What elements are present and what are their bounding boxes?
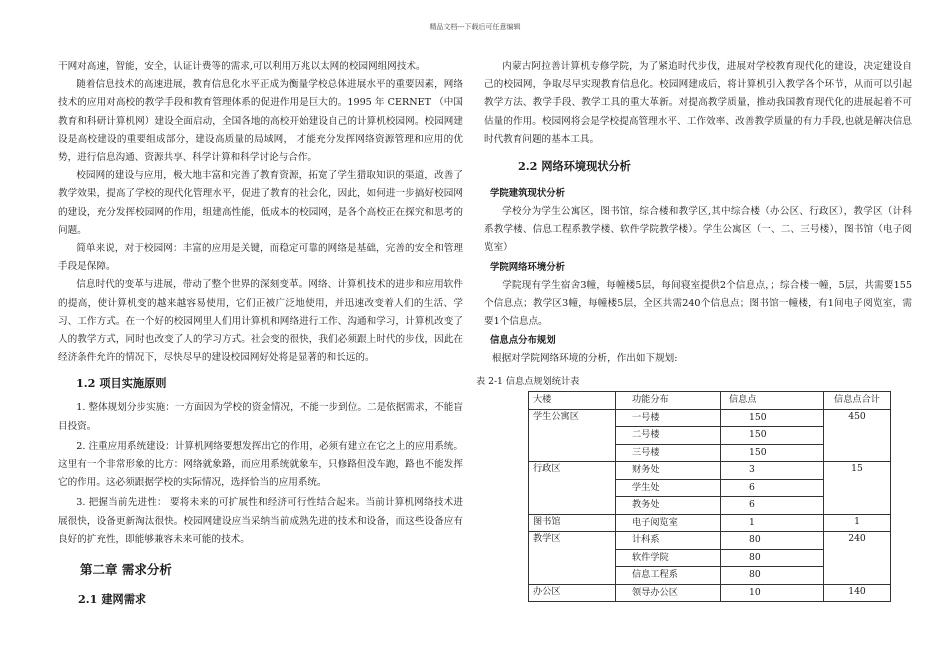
table-block [476, 374, 916, 602]
table-row [529, 462, 891, 480]
info-point-cell: 150 [721, 444, 824, 462]
info-point-cell: 150 [721, 427, 824, 445]
function-cell: 软件学院 [616, 549, 721, 567]
building-cell: 学生公寓区 [529, 409, 616, 462]
total-cell: 15 [824, 462, 891, 515]
principle-item: 2. 注重应用系统建设：计算机网络要想发挥出它的作用，必须有建立在它之上的应用系统。这里有一个非常形象的比方：网络就象路，而应用系统就象车，只修路但没车跑，路也不能发挥它的作用。这必须跟据学校的实际情况，选择恰当的应用系统。 [58, 440, 463, 489]
paragraph: 随着信息技术的高速进展，教育信息化水平正成为衡量学校总体进展水平的重要因素，网络技术的应用对高校的教学手段和教育管理体系的促进作用是巨大的。1995 年 CERNET （中国教育和科研计算机网）建设全面启动，全国各地的高校开始建设自己的计算机校园网。校园网建设是高校建设的重要组成部分，建设高质量的局域网， 才能充分发挥网络资源管理和应用的优势，进行信息沟通、资源共享、科学计算和科学讨论与合作。 [58, 79, 463, 164]
table-row [529, 532, 891, 550]
info-point-cell: 6 [721, 497, 824, 515]
paragraph: 信息时代的变革与进展，带动了整个世界的深刻变革。网络、计算机技术的进步和应用软件的提高，使计算机变的越来越容易使用，它们正被广泛地使用，并迅速改变着人们的生活、学习、工作方式。在一个好的校园网里人们用计算机和网络进行工作、沟通和学习，计算机改变了人的教学方式，同时也改变了人的学习方式。社会变的很快，我们必须跟上时代的步伐，因此在经济条件允许的情况下，尽快尽早的建设校园网好处将是显著的和长远的。 [58, 279, 463, 364]
paragraph: 校园网的建设与应用，极大地丰富和完善了教育资源，拓宽了学生猎取知识的渠道，改善了教学效果，提高了学校的现代化管理水平，促进了教育的社会化，因此，如何进一步搞好校园网的建设，充分发挥校园网的作用，组建高性能，低成本的校园网，是各个高校正在探究和思考的问题。 [58, 170, 463, 236]
principle-item: 3. 把握当前先进性： 要将未来的可扩展性和经济可行性结合起来。当前计算机网络技术进展很快，设备更新淘汰很快。校园网建设应当采纳当前成熟先进的技术和设备，而这些设备应有良好的扩充性，即能够兼容未来可能的技术。 [58, 497, 463, 545]
right-column [484, 58, 912, 368]
function-cell: 信息工程系 [616, 567, 721, 585]
total-cell: 450 [824, 409, 891, 462]
paragraph: 干网对高速，智能，安全，认证计费等的需求,可以利用万兆以太网的校园网组网技术。 [58, 61, 426, 72]
table-header-cell: 信息点合计 [824, 392, 891, 410]
total-cell: 1 [824, 514, 891, 532]
function-cell: 一号楼 [616, 409, 721, 427]
info-point-cell: 80 [721, 549, 824, 567]
info-point-cell: 80 [721, 567, 824, 585]
building-cell: 办公区 [529, 584, 616, 602]
function-cell: 二号楼 [616, 427, 721, 445]
page-header: 精品文档---下载后可任意编辑 [429, 23, 521, 31]
table-row [529, 584, 891, 602]
function-cell: 财务处 [616, 462, 721, 480]
info-point-cell: 10 [721, 584, 824, 602]
table-header-cell: 大楼 [529, 392, 616, 410]
section-heading: 1.2 项目实施原则 [76, 376, 167, 391]
building-cell: 教学区 [529, 532, 616, 585]
principle-item: 1. 整体规划分步实施：一方面因为学校的资金情况，不能一步到位。二是依据需求，不能盲目投资。 [58, 402, 463, 432]
paragraph: 根据对学院网络环境的分析，作出如下规划: [492, 353, 678, 365]
total-cell: 240 [824, 532, 891, 585]
table-caption: 表 2-1 信息点规划统计表 [476, 376, 580, 387]
function-cell: 领导办公区 [616, 584, 721, 602]
subsection-heading: 学院建筑现状分析 [490, 188, 566, 200]
left-column [58, 58, 463, 609]
info-point-cell: 150 [721, 409, 824, 427]
info-point-cell: 1 [721, 514, 824, 532]
function-cell: 电子阅览室 [616, 514, 721, 532]
paragraph: 简单来说，对于校园网：丰富的应用是关键，而稳定可靠的网络是基础，完善的安全和管理手段是保障。 [58, 243, 463, 273]
paragraph: 学院现有学生宿舍3幢，每幢楼5层，每间寝室提供2个信息点，；综合楼一幢，5层，共需要155个信息点；教学区3幢，每幢楼5层，全区共需240个信息点；图书馆一幢楼，有1间电子阅览室，需要1个信息点。 [484, 279, 912, 328]
building-cell: 图书馆 [529, 514, 616, 532]
table-row [529, 409, 891, 427]
info-point-cell: 3 [721, 462, 824, 480]
paragraph: 学校分为学生公寓区，图书馆，综合楼和教学区,其中综合楼（办公区、行政区），教学区（计科系教学楼、信息工程系教学楼、软件学院教学楼）。学生公寓区（一、二、三号楼），图书馆（电子阅览室） [484, 206, 912, 254]
info-point-cell: 6 [721, 479, 824, 497]
section-heading: 2.1 建网需求 [78, 592, 147, 607]
info-point-cell: 80 [721, 532, 824, 550]
function-cell: 教务处 [616, 497, 721, 515]
subsection-heading: 学院网络环境分析 [490, 261, 566, 273]
table-row [529, 514, 891, 532]
section-heading: 2.2 网络环境现状分析 [518, 159, 631, 174]
building-cell: 行政区 [529, 462, 616, 515]
table-header-cell: 功能分布 [616, 392, 721, 410]
table-header-row [529, 392, 891, 410]
total-cell: 140 [824, 584, 891, 602]
function-cell: 三号楼 [616, 444, 721, 462]
chapter-heading: 第二章 需求分析 [80, 562, 172, 578]
function-cell: 计科系 [616, 532, 721, 550]
table-header-cell: 信息点 [721, 392, 824, 410]
subsection-heading: 信息点分布规划 [490, 335, 556, 347]
function-cell: 学生处 [616, 479, 721, 497]
paragraph: 内蒙古阿拉善计算机专修学院，为了紧追时代步伐，进展对学校教育现代化的建设，决定建设自己的校园网，争取尽早实现教育信息化。校园网建成后，将计算机引入教学各个环节，从而可以引起教学方法、教学手段、教学工具的重大革新。对提高教学质量，推动我国教育现代化的进展起着不可估量的作用。校园网将会是学校提高管理水平、工作效率、改善教学质量的有力手段,也就是解决信息时代教育问题的基本工具。 [484, 61, 912, 145]
info-point-table [528, 391, 891, 602]
